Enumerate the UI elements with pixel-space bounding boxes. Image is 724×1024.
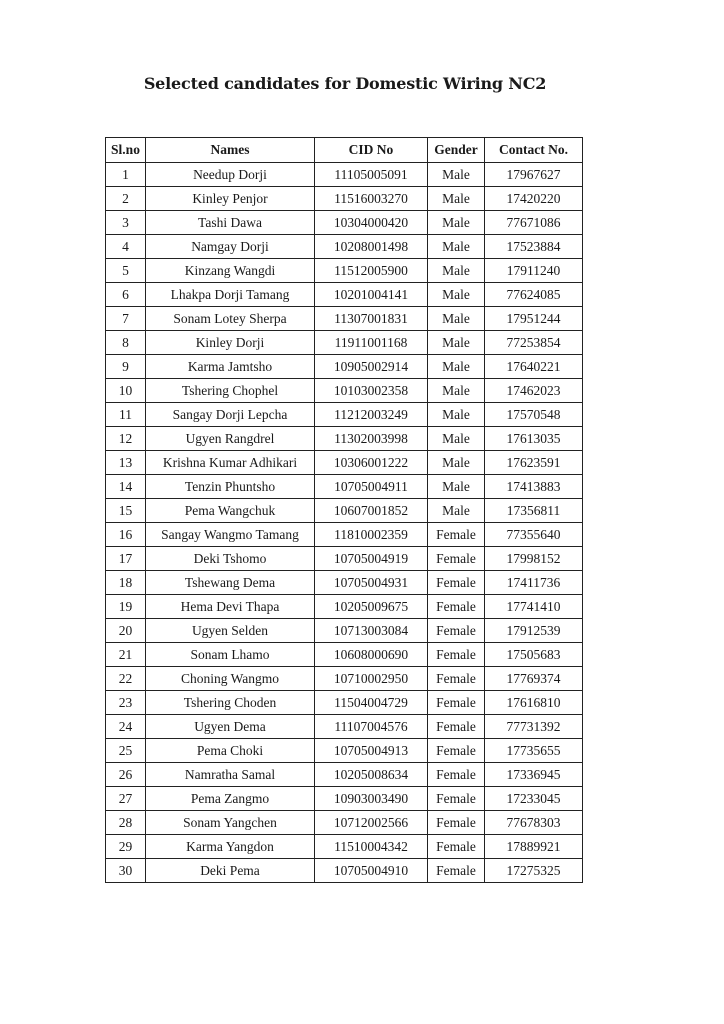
cell-gender: Female <box>428 739 485 763</box>
cell-contact: 17967627 <box>485 163 583 187</box>
cell-cid: 10710002950 <box>315 667 428 691</box>
cell-name: Deki Tshomo <box>146 547 315 571</box>
cell-name: Kinley Penjor <box>146 187 315 211</box>
cell-gender: Female <box>428 835 485 859</box>
table-row <box>106 259 583 283</box>
cell-cid: 10205009675 <box>315 595 428 619</box>
cell-slno: 3 <box>106 211 146 235</box>
cell-slno: 25 <box>106 739 146 763</box>
cell-contact: 17623591 <box>485 451 583 475</box>
cell-contact: 17911240 <box>485 259 583 283</box>
cell-contact: 17912539 <box>485 619 583 643</box>
cell-cid: 10712002566 <box>315 811 428 835</box>
cell-name: Tashi Dawa <box>146 211 315 235</box>
cell-cid: 10905002914 <box>315 355 428 379</box>
table-row <box>106 427 583 451</box>
table-row <box>106 547 583 571</box>
cell-gender: Male <box>428 451 485 475</box>
cell-cid: 10103002358 <box>315 379 428 403</box>
cell-slno: 5 <box>106 259 146 283</box>
table-row <box>106 571 583 595</box>
table-row <box>106 667 583 691</box>
cell-gender: Male <box>428 499 485 523</box>
cell-contact: 17505683 <box>485 643 583 667</box>
cell-name: Tshewang Dema <box>146 571 315 595</box>
table-row <box>106 499 583 523</box>
cell-name: Ugyen Selden <box>146 619 315 643</box>
table-row <box>106 523 583 547</box>
cell-cid: 10903003490 <box>315 787 428 811</box>
cell-name: Krishna Kumar Adhikari <box>146 451 315 475</box>
header-names: Names <box>146 138 315 163</box>
candidates-table <box>105 137 583 883</box>
cell-cid: 11512005900 <box>315 259 428 283</box>
cell-gender: Male <box>428 283 485 307</box>
cell-name: Kinley Dorji <box>146 331 315 355</box>
cell-slno: 22 <box>106 667 146 691</box>
cell-slno: 30 <box>106 859 146 883</box>
table-row <box>106 235 583 259</box>
header-contact: Contact No. <box>485 138 583 163</box>
cell-gender: Female <box>428 667 485 691</box>
cell-slno: 13 <box>106 451 146 475</box>
cell-name: Sonam Yangchen <box>146 811 315 835</box>
header-gender: Gender <box>428 138 485 163</box>
table-header-row <box>106 138 583 163</box>
cell-gender: Male <box>428 379 485 403</box>
table-row <box>106 163 583 187</box>
cell-slno: 7 <box>106 307 146 331</box>
cell-contact: 17462023 <box>485 379 583 403</box>
cell-slno: 9 <box>106 355 146 379</box>
table-row <box>106 283 583 307</box>
cell-gender: Male <box>428 475 485 499</box>
cell-cid: 10306001222 <box>315 451 428 475</box>
cell-contact: 77678303 <box>485 811 583 835</box>
cell-contact: 77731392 <box>485 715 583 739</box>
header-slno: Sl.no <box>106 138 146 163</box>
table-row <box>106 715 583 739</box>
cell-contact: 17336945 <box>485 763 583 787</box>
cell-slno: 4 <box>106 235 146 259</box>
table-row <box>106 811 583 835</box>
cell-cid: 10205008634 <box>315 763 428 787</box>
cell-cid: 10705004910 <box>315 859 428 883</box>
table-row <box>106 187 583 211</box>
table-row <box>106 355 583 379</box>
cell-slno: 19 <box>106 595 146 619</box>
cell-gender: Male <box>428 331 485 355</box>
cell-name: Sonam Lotey Sherpa <box>146 307 315 331</box>
table-row <box>106 403 583 427</box>
table-body <box>106 163 583 883</box>
cell-gender: Male <box>428 259 485 283</box>
cell-slno: 6 <box>106 283 146 307</box>
cell-name: Kinzang Wangdi <box>146 259 315 283</box>
cell-gender: Female <box>428 571 485 595</box>
cell-contact: 77253854 <box>485 331 583 355</box>
cell-cid: 11107004576 <box>315 715 428 739</box>
cell-gender: Male <box>428 307 485 331</box>
cell-slno: 27 <box>106 787 146 811</box>
cell-gender: Female <box>428 691 485 715</box>
cell-gender: Female <box>428 763 485 787</box>
table-row <box>106 763 583 787</box>
cell-gender: Male <box>428 187 485 211</box>
cell-cid: 11212003249 <box>315 403 428 427</box>
cell-name: Tenzin Phuntsho <box>146 475 315 499</box>
cell-contact: 17275325 <box>485 859 583 883</box>
cell-contact: 17233045 <box>485 787 583 811</box>
cell-cid: 11504004729 <box>315 691 428 715</box>
cell-slno: 28 <box>106 811 146 835</box>
cell-slno: 29 <box>106 835 146 859</box>
cell-slno: 10 <box>106 379 146 403</box>
table-row <box>106 835 583 859</box>
cell-contact: 17735655 <box>485 739 583 763</box>
cell-gender: Female <box>428 811 485 835</box>
cell-cid: 10201004141 <box>315 283 428 307</box>
cell-name: Needup Dorji <box>146 163 315 187</box>
cell-slno: 15 <box>106 499 146 523</box>
cell-name: Namgay Dorji <box>146 235 315 259</box>
cell-name: Lhakpa Dorji Tamang <box>146 283 315 307</box>
table-row <box>106 739 583 763</box>
cell-gender: Female <box>428 595 485 619</box>
cell-contact: 17420220 <box>485 187 583 211</box>
cell-name: Sangay Dorji Lepcha <box>146 403 315 427</box>
cell-name: Pema Wangchuk <box>146 499 315 523</box>
cell-contact: 17889921 <box>485 835 583 859</box>
cell-contact: 17411736 <box>485 571 583 595</box>
table-row <box>106 619 583 643</box>
cell-slno: 26 <box>106 763 146 787</box>
cell-cid: 11307001831 <box>315 307 428 331</box>
cell-gender: Male <box>428 403 485 427</box>
cell-name: Karma Jamtsho <box>146 355 315 379</box>
cell-name: Karma Yangdon <box>146 835 315 859</box>
table-row <box>106 379 583 403</box>
cell-name: Deki Pema <box>146 859 315 883</box>
cell-cid: 10705004911 <box>315 475 428 499</box>
cell-contact: 77355640 <box>485 523 583 547</box>
cell-slno: 11 <box>106 403 146 427</box>
cell-slno: 23 <box>106 691 146 715</box>
table-row <box>106 211 583 235</box>
cell-cid: 10304000420 <box>315 211 428 235</box>
cell-name: Hema Devi Thapa <box>146 595 315 619</box>
cell-name: Pema Zangmo <box>146 787 315 811</box>
table-row <box>106 331 583 355</box>
cell-cid: 10607001852 <box>315 499 428 523</box>
cell-name: Tshering Choden <box>146 691 315 715</box>
cell-name: Sangay Wangmo Tamang <box>146 523 315 547</box>
cell-contact: 17998152 <box>485 547 583 571</box>
cell-name: Tshering Chophel <box>146 379 315 403</box>
cell-cid: 10208001498 <box>315 235 428 259</box>
cell-gender: Female <box>428 523 485 547</box>
cell-contact: 17741410 <box>485 595 583 619</box>
cell-gender: Male <box>428 211 485 235</box>
cell-contact: 17413883 <box>485 475 583 499</box>
header-cid: CID No <box>315 138 428 163</box>
cell-cid: 11911001168 <box>315 331 428 355</box>
cell-gender: Male <box>428 427 485 451</box>
cell-contact: 77624085 <box>485 283 583 307</box>
cell-cid: 10705004913 <box>315 739 428 763</box>
cell-contact: 17769374 <box>485 667 583 691</box>
cell-name: Sonam Lhamo <box>146 643 315 667</box>
cell-cid: 11302003998 <box>315 427 428 451</box>
cell-name: Choning Wangmo <box>146 667 315 691</box>
cell-name: Namratha Samal <box>146 763 315 787</box>
cell-gender: Female <box>428 643 485 667</box>
cell-gender: Male <box>428 163 485 187</box>
cell-cid: 11105005091 <box>315 163 428 187</box>
cell-contact: 17951244 <box>485 307 583 331</box>
cell-gender: Male <box>428 355 485 379</box>
cell-contact: 77671086 <box>485 211 583 235</box>
cell-cid: 10705004931 <box>315 571 428 595</box>
cell-gender: Female <box>428 859 485 883</box>
cell-cid: 10705004919 <box>315 547 428 571</box>
cell-slno: 17 <box>106 547 146 571</box>
cell-slno: 21 <box>106 643 146 667</box>
cell-cid: 10608000690 <box>315 643 428 667</box>
cell-contact: 17640221 <box>485 355 583 379</box>
cell-gender: Female <box>428 787 485 811</box>
cell-contact: 17570548 <box>485 403 583 427</box>
cell-gender: Male <box>428 235 485 259</box>
cell-contact: 17616810 <box>485 691 583 715</box>
cell-name: Pema Choki <box>146 739 315 763</box>
cell-name: Ugyen Dema <box>146 715 315 739</box>
cell-cid: 11510004342 <box>315 835 428 859</box>
cell-cid: 10713003084 <box>315 619 428 643</box>
cell-cid: 11810002359 <box>315 523 428 547</box>
cell-slno: 24 <box>106 715 146 739</box>
cell-slno: 20 <box>106 619 146 643</box>
cell-slno: 2 <box>106 187 146 211</box>
table-row <box>106 307 583 331</box>
cell-slno: 14 <box>106 475 146 499</box>
cell-contact: 17356811 <box>485 499 583 523</box>
table-row <box>106 643 583 667</box>
cell-gender: Female <box>428 619 485 643</box>
table-row <box>106 595 583 619</box>
table-row <box>106 787 583 811</box>
cell-contact: 17523884 <box>485 235 583 259</box>
table-row <box>106 451 583 475</box>
cell-slno: 12 <box>106 427 146 451</box>
cell-cid: 11516003270 <box>315 187 428 211</box>
cell-contact: 17613035 <box>485 427 583 451</box>
cell-gender: Female <box>428 547 485 571</box>
document-title: Selected candidates for Domestic Wiring NC2 <box>143 74 547 93</box>
table-row <box>106 691 583 715</box>
cell-gender: Female <box>428 715 485 739</box>
cell-slno: 8 <box>106 331 146 355</box>
cell-name: Ugyen Rangdrel <box>146 427 315 451</box>
cell-slno: 18 <box>106 571 146 595</box>
table-row <box>106 859 583 883</box>
cell-slno: 16 <box>106 523 146 547</box>
table-row <box>106 475 583 499</box>
cell-slno: 1 <box>106 163 146 187</box>
